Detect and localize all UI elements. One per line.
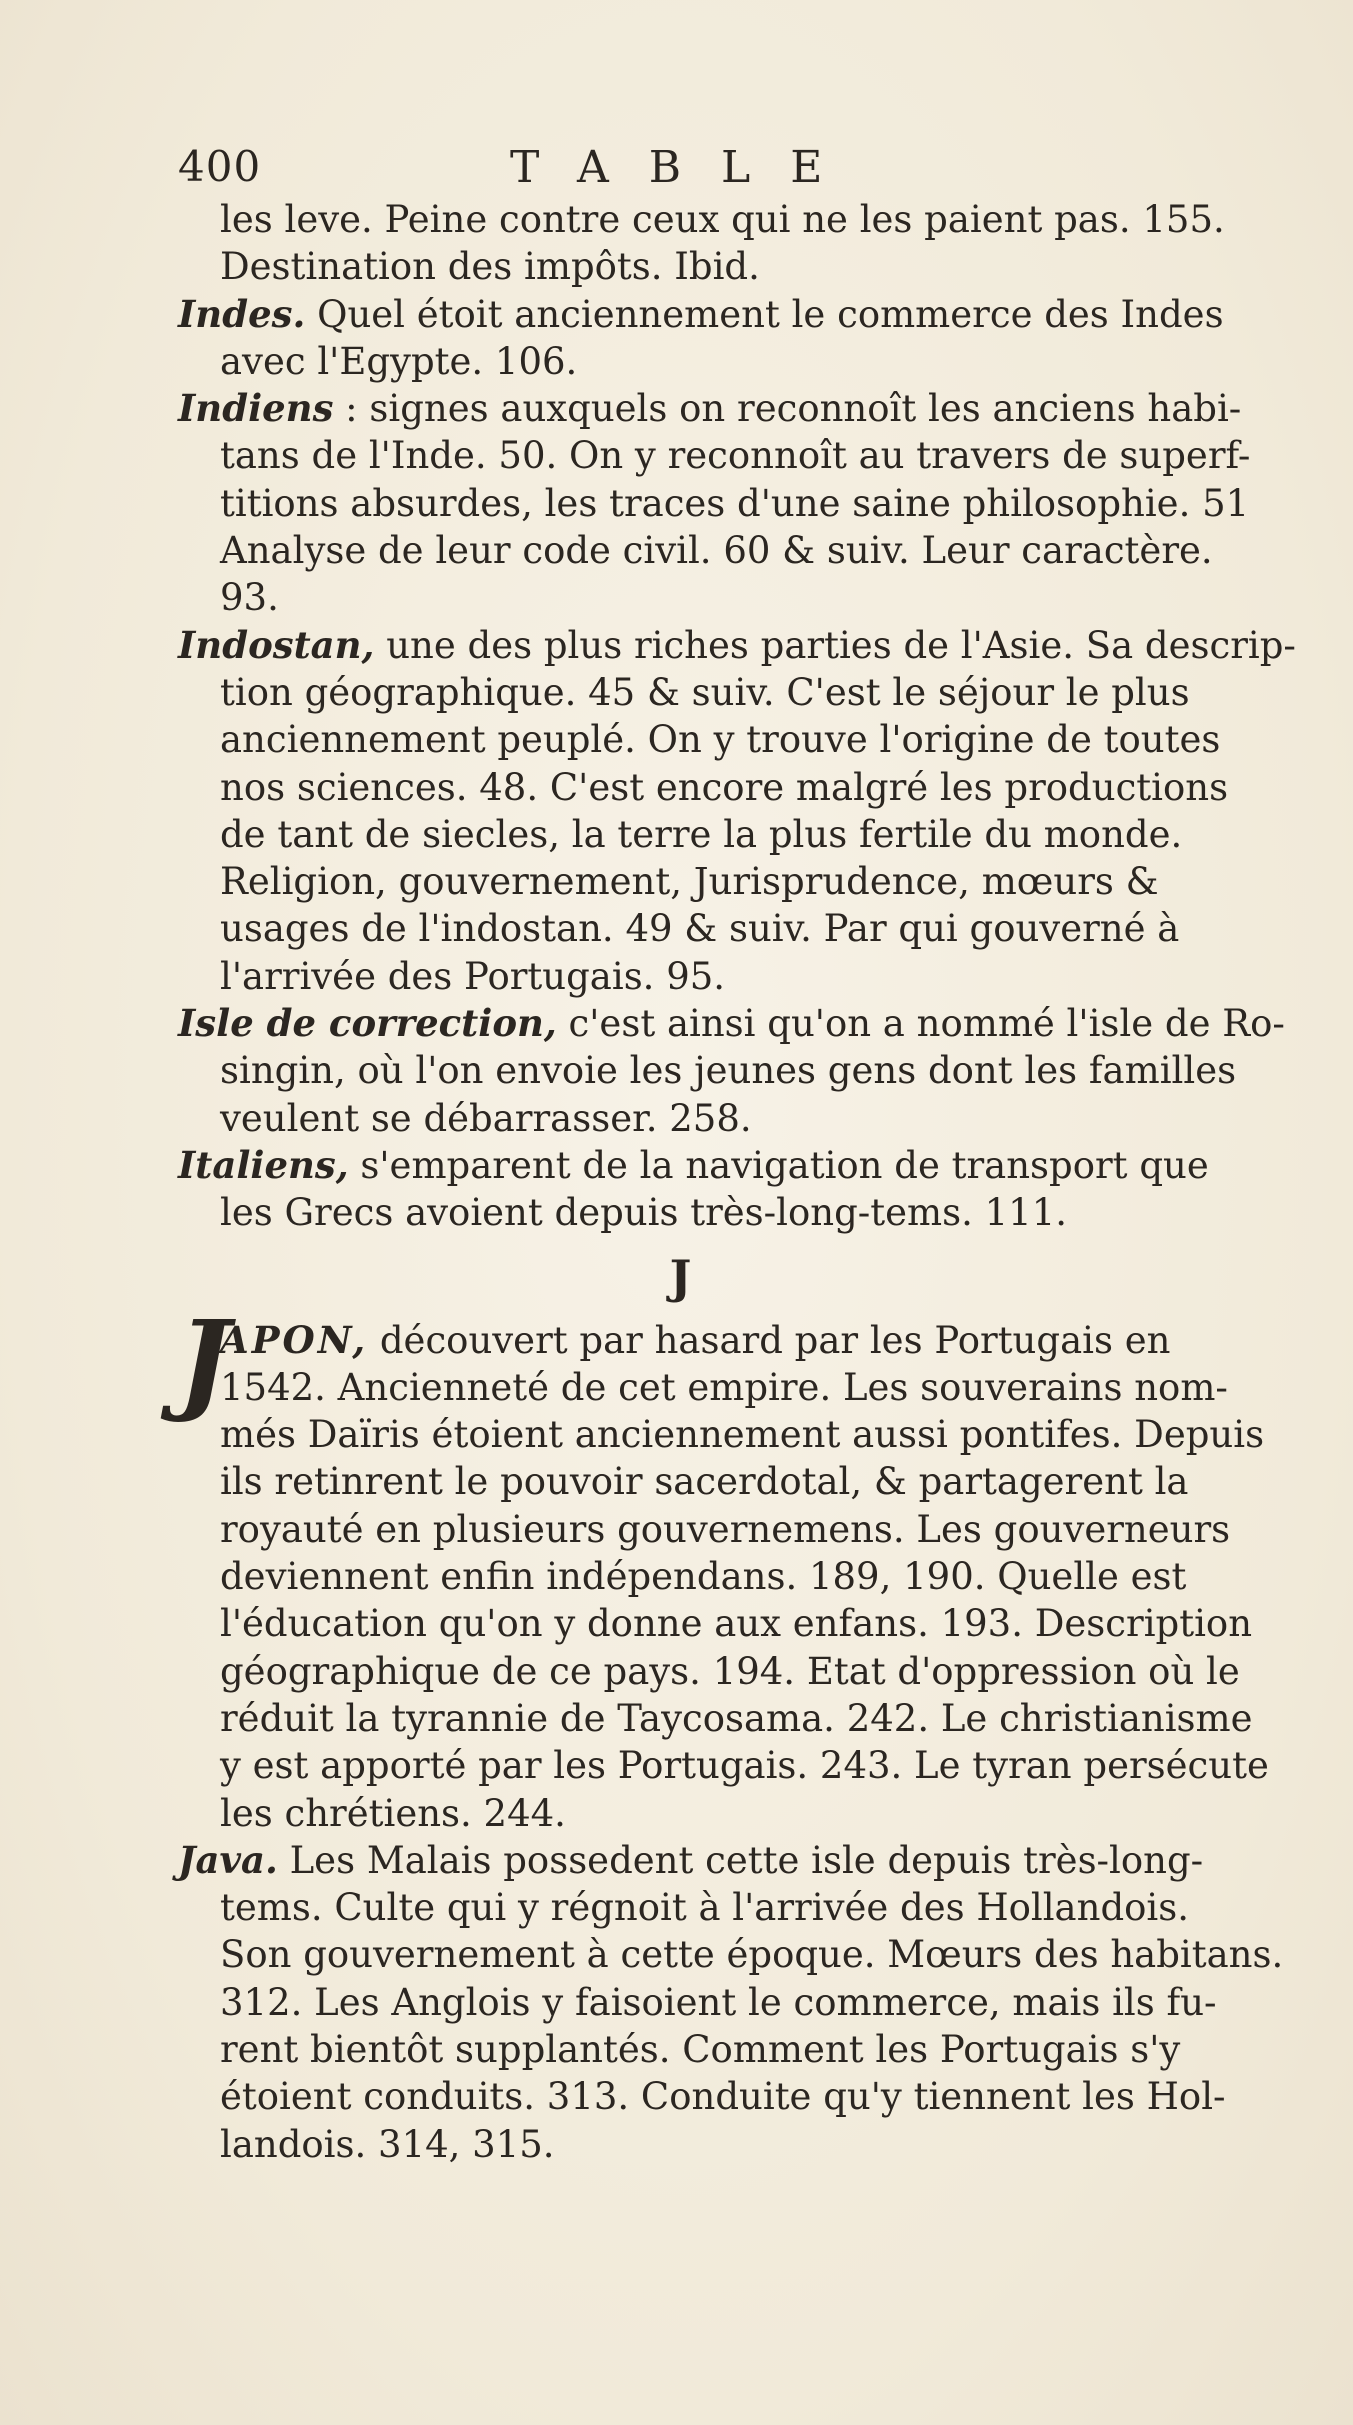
entry-lemma: Indiens: [178, 386, 334, 431]
entry-line: nos sciences. 48. C'est encore malgré les productions: [220, 765, 1229, 809]
entry-line: Analyse de leur code civil. 60 & suiv. Leur caractère.: [220, 529, 1213, 573]
entry-lemma: Java.: [178, 1837, 278, 1882]
entry-lemma: Italiens,: [178, 1142, 349, 1187]
entry-line: deviennent enfin indépendans. 189, 190. Quelle est: [220, 1555, 1187, 1599]
drop-cap: J: [178, 1295, 231, 1425]
entry-lemma: APON,: [220, 1317, 369, 1362]
entry-line: tion géographique. 45 & suiv. C'est le séjour le plus: [220, 670, 1190, 714]
entry-line: s'emparent de la navigation de transport que: [348, 1143, 1209, 1187]
index-entry-java: [178, 1837, 1284, 2168]
entry-line: avec l'Egypte. 106.: [220, 339, 578, 383]
entry-line: titions absurdes, les traces d'une saine philosophie. 51: [220, 481, 1250, 525]
section-letter: J: [669, 1249, 692, 1304]
entry-line: Quel étoit anciennement le commerce des Indes: [305, 292, 1224, 336]
entry-line: une des plus riches parties de l'Asie. Sa descrip-: [374, 623, 1296, 667]
entry-line: 93.: [220, 576, 279, 620]
entry-line: y est apporté par les Portugais. 243. Le tyran persécute: [220, 1744, 1269, 1788]
entry-line: veulent se débarrasser. 258.: [220, 1096, 752, 1140]
entry-lemma: Indes.: [178, 291, 306, 336]
entry-lemma: Isle de correction,: [178, 1001, 557, 1046]
entry-line: tems. Culte qui y régnoit à l'arrivée des Hollandois.: [220, 1886, 1189, 1930]
entry-line: usages de l'indostan. 49 & suiv. Par qui gouverné à: [220, 907, 1180, 951]
index-content: [178, 196, 1296, 2168]
entry-line: Son gouvernement à cette époque. Mœurs des habitans.: [220, 1933, 1284, 1977]
entry-line: 1542. Ancienneté de cet empire. Les souverains nom-: [220, 1365, 1228, 1409]
entry-line: l'éducation qu'on y donne aux enfans. 193. Description: [220, 1602, 1253, 1646]
entry-line: les chrétiens. 244.: [220, 1791, 566, 1835]
entry-lemma: Indostan,: [178, 622, 375, 667]
index-entry-japon: [178, 1295, 1269, 1837]
entry-line: l'arrivée des Portugais. 95.: [220, 954, 726, 998]
entry-line: découvert par hasard par les Portugais en: [368, 1318, 1171, 1362]
entry-line: c'est ainsi qu'on a nommé l'isle de Ro-: [556, 1002, 1285, 1046]
page-number: 400: [178, 142, 262, 191]
entry-line: Destination des impôts. Ibid.: [220, 245, 760, 289]
running-head: TABLE: [510, 142, 863, 193]
entry-line: anciennement peuplé. On y trouve l'origine de toutes: [220, 718, 1221, 762]
index-entry: [178, 622, 1296, 1000]
entry-line: les leve. Peine contre ceux qui ne les paient pas. 155.: [220, 198, 1225, 241]
entry-line: royauté en plusieurs gouvernemens. Les gouverneurs: [220, 1507, 1231, 1551]
entry-line: més Daïris étoient anciennement aussi pontifes. Depuis: [220, 1413, 1265, 1457]
entry-line: : signes auxquels on reconnoît les anciens habi-: [333, 387, 1242, 431]
entry-line: rent bientôt supplantés. Comment les Portugais s'y: [220, 2027, 1181, 2071]
entry-line: géographique de ce pays. 194. Etat d'oppression où le: [220, 1649, 1240, 1693]
page-header: [178, 142, 1188, 198]
entry-line: tans de l'Inde. 50. On y reconnoît au travers de superf-: [220, 434, 1251, 478]
index-entry: [178, 291, 1224, 386]
entry-line: 312. Les Anglois y faisoient le commerce, mais ils fu-: [220, 1980, 1217, 2024]
entry-line: réduit la tyrannie de Taycosama. 242. Le christianisme: [220, 1696, 1253, 1740]
index-entry: [178, 1142, 1209, 1237]
index-entry: [178, 385, 1251, 621]
entry-line: landois. 314, 315.: [220, 2122, 555, 2166]
entry-line: Les Malais possedent cette isle depuis très-long-: [277, 1838, 1204, 1882]
entry-line: singin, où l'on envoie les jeunes gens dont les familles: [220, 1049, 1237, 1093]
index-entry: [178, 196, 1225, 291]
index-entry: [178, 1000, 1285, 1142]
entry-line: de tant de siecles, la terre la plus fertile du monde.: [220, 812, 1183, 856]
entry-line: ils retinrent le pouvoir sacerdotal, & partagerent la: [220, 1460, 1189, 1504]
entry-line: Religion, gouvernement, Jurisprudence, mœurs &: [220, 860, 1159, 904]
entry-line: les Grecs avoient depuis très-long-tems. 111.: [220, 1191, 1068, 1235]
entry-line: étoient conduits. 313. Conduite qu'y tiennent les Hol-: [220, 2075, 1226, 2119]
